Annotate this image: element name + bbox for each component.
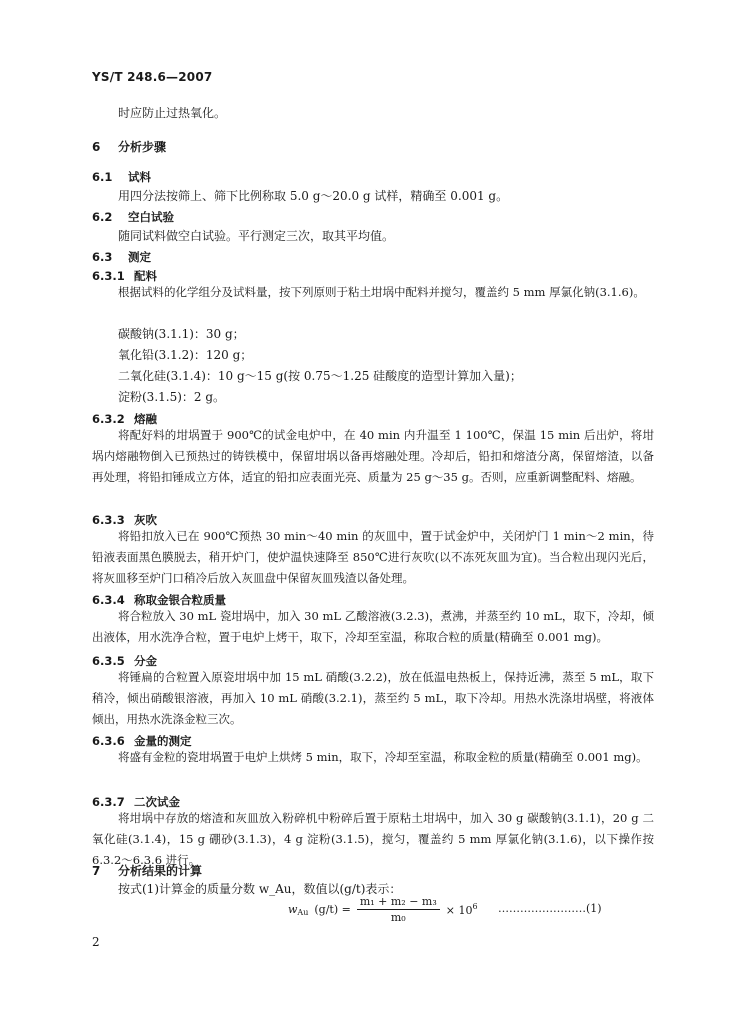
section-title: 试料 bbox=[128, 170, 151, 184]
section-number: 6.3.2 bbox=[92, 412, 125, 426]
formula-denominator: m₀ bbox=[390, 911, 406, 924]
equation-number: ……………………(1) bbox=[498, 902, 602, 915]
section-6-3-1-text: 根据试料的化学组分及试料量，按下列原则于粘土坩埚中配料并搅匀，覆盖约 5 mm 厚氯化钠(3.1.6)。 bbox=[118, 285, 645, 299]
section-number: 6.2 bbox=[92, 210, 113, 224]
section-title: 分金 bbox=[134, 654, 157, 668]
page-number: 2 bbox=[92, 935, 100, 949]
section-title: 金量的测定 bbox=[134, 734, 192, 748]
section-title: 空白试验 bbox=[128, 210, 174, 224]
section-6-heading bbox=[92, 140, 166, 154]
section-6-3-5-heading bbox=[92, 654, 157, 668]
ingredient-item: 碳酸钠(3.1.1)：30 g； bbox=[118, 327, 245, 341]
section-6-3-6-heading bbox=[92, 734, 192, 748]
section-title: 配料 bbox=[134, 269, 157, 283]
formula-numerator: m₁ + m₂ − m₃ bbox=[357, 895, 440, 910]
section-6-3-3-text: 将铅扣放入已在 900℃预热 30 min～40 min 的灰皿中，置于试金炉中，关闭炉门 1 min～2 min，待铅液表面黑色膜脱去，稍开炉门，使炉温快速降至 850℃进行灰吹(以不冻死灰皿为宜)。当合粒出现闪光后，将灰皿移至炉门口稍冷后放入灰皿盘中保留灰皿残渣以备处理。 bbox=[92, 529, 654, 585]
section-6-3-2-heading bbox=[92, 412, 157, 426]
section-6-1-text: 用四分法按筛上、筛下比例称取 5.0 g～20.0 g 试样，精确至 0.001 g。 bbox=[118, 189, 509, 203]
section-6-3-6-text: 将盛有金粒的瓷坩埚置于电炉上烘烤 5 min，取下，冷却至室温，称取金粒的质量(精确至 0.001 mg)。 bbox=[118, 750, 648, 764]
section-title: 灰吹 bbox=[134, 513, 157, 527]
section-6-3-5-text: 将锤扁的合粒置入原瓷坩埚中加 15 mL 硝酸(3.2.2)，放在低温电热板上，保持近沸，蒸至 5 mL，取下稍冷，倾出硝酸银溶液，再加入 10 mL 硝酸(3.2.1)，蒸至约 5 mL，取下冷却。用热水洗涤坩埚壁，将液体倾出，用热水洗涤金粒三次。 bbox=[92, 670, 654, 726]
section-number: 6.3.6 bbox=[92, 734, 125, 748]
section-number: 7 bbox=[92, 864, 101, 878]
section-title: 分析步骤 bbox=[118, 140, 167, 154]
section-6-2-heading bbox=[92, 210, 174, 224]
section-title: 测定 bbox=[128, 250, 151, 264]
section-6-3-7-text: 将坩埚中存放的熔渣和灰皿放入粉碎机中粉碎后置于原粘土坩埚中，加入 30 g 碳酸钠(3.1.1)，20 g 二氧化硅(3.1.4)，15 g 硼砂(3.1.3)，4 g 淀粉(3.1.5)，搅匀，覆盖约 5 mm 厚氯化钠(3.1.6)，以下操作按 6.3.2～6.3.6 进行。 bbox=[92, 811, 654, 867]
section-number: 6 bbox=[92, 140, 101, 154]
section-6-3-7-heading bbox=[92, 795, 180, 809]
formula-1 bbox=[288, 895, 478, 924]
section-6-2-text: 随同试料做空白试验。平行测定三次，取其平均值。 bbox=[118, 229, 395, 243]
continuation-text: 时应防止过热氧化。 bbox=[118, 106, 227, 120]
section-7-heading bbox=[92, 864, 202, 878]
ingredient-item: 淀粉(3.1.5)：2 g。 bbox=[118, 390, 226, 404]
section-title: 二次试金 bbox=[134, 795, 180, 809]
standard-header: YS/T 248.6—2007 bbox=[92, 70, 213, 84]
section-6-3-2-text: 将配好料的坩埚置于 900℃的试金电炉中，在 40 min 内升温至 1 100℃，保温 15 min 后出炉，将坩埚内熔融物倒入已预热过的铸铁模中，保留坩埚以备再熔融处理。冷却后，铅扣和熔渣分离，保留熔渣，以备再处理，将铅扣锤成立方体，适宜的铅扣应表面光亮、质量为 25 g～35 g。否则，应重新调整配料、熔融。 bbox=[92, 428, 654, 484]
section-title: 分析结果的计算 bbox=[118, 864, 203, 878]
section-6-3-heading bbox=[92, 250, 151, 264]
section-6-3-4-text: 将合粒放入 30 mL 瓷坩埚中，加入 30 mL 乙酸溶液(3.2.3)，煮沸，并蒸至约 10 mL，取下，冷却，倾出液体，用水洗净合粒，置于电炉上烤干，取下，冷却至室温，称取合粒的质量(精确至 0.001 mg)。 bbox=[92, 609, 654, 644]
ingredient-item: 氧化铅(3.1.2)：120 g； bbox=[118, 348, 253, 362]
section-title: 熔融 bbox=[134, 412, 157, 426]
section-6-3-4-heading bbox=[92, 593, 226, 607]
formula-multiplier: × $10^6$ bbox=[445, 902, 478, 917]
section-6-1-heading bbox=[92, 170, 151, 184]
ingredient-item: 二氧化硅(3.1.4)：10 g～15 g(按 0.75～1.25 硅酸度的造型计算加入量)； bbox=[118, 369, 522, 383]
formula-lhs: $w_{Au}$ bbox=[288, 902, 309, 917]
section-6-3-1-heading bbox=[92, 269, 157, 283]
section-6-3-3-heading bbox=[92, 513, 157, 527]
section-number: 6.3.3 bbox=[92, 513, 125, 527]
formula-unit: (g/t) = bbox=[314, 903, 351, 916]
section-number: 6.3.4 bbox=[92, 593, 125, 607]
section-number: 6.3.1 bbox=[92, 269, 125, 283]
section-number: 6.3 bbox=[92, 250, 113, 264]
section-number: 6.3.5 bbox=[92, 654, 125, 668]
formula-fraction bbox=[357, 895, 440, 924]
section-7-text: 按式(1)计算金的质量分数 w_Au，数值以(g/t)表示： bbox=[118, 882, 402, 896]
section-number: 6.3.7 bbox=[92, 795, 125, 809]
section-title: 称取金银合粒质量 bbox=[134, 593, 226, 607]
section-number: 6.1 bbox=[92, 170, 113, 184]
